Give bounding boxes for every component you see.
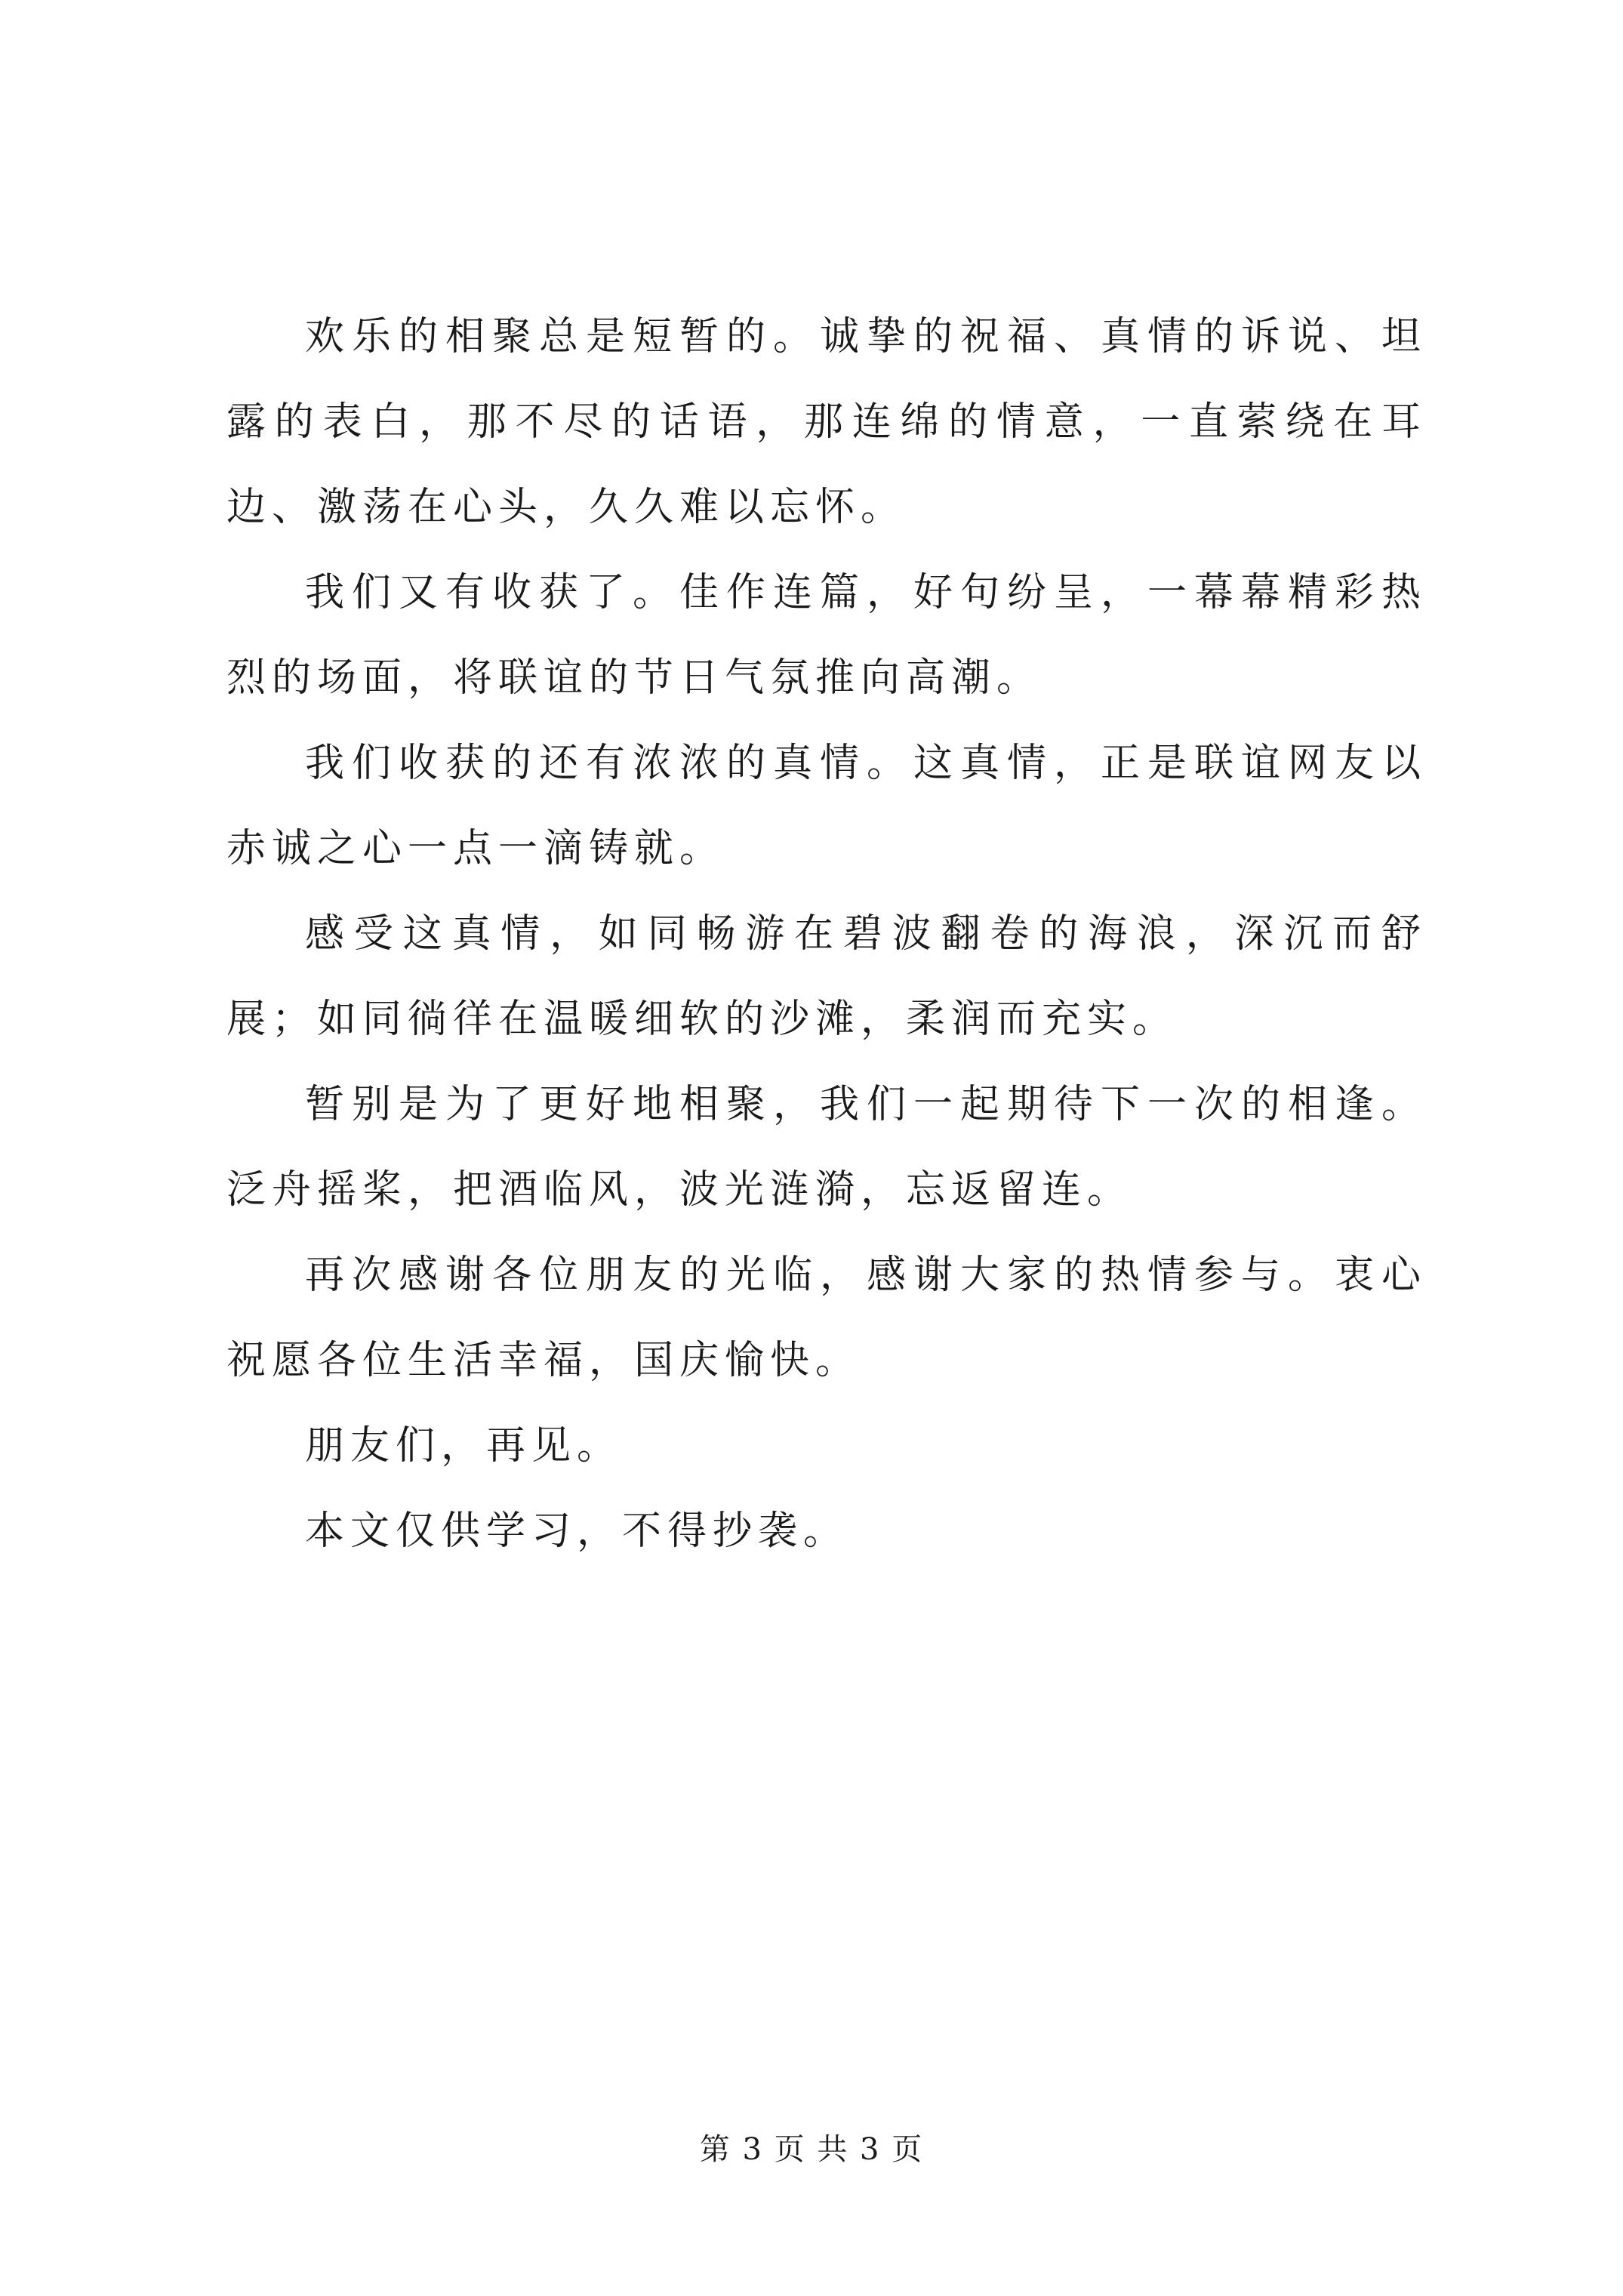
paragraph-8: 本文仅供学习，不得抄袭。 — [305, 1509, 849, 1554]
paragraph-7: 朋友们，再见。 — [305, 1423, 623, 1469]
paragraph-5: 暂别是为了更好地相聚，我们一起期待下一次的相逢。泛舟摇桨，把酒临风，波光涟漪，忘返留连。 — [226, 1082, 1427, 1213]
paragraph-2: 我们又有收获了。佳作连篇，好句纷呈，一幕幕精彩热烈的场面，将联谊的节日气氛推向高潮。 — [226, 570, 1427, 701]
paragraph-6: 再次感谢各位朋友的光临，感谢大家的热情参与。衷心祝愿各位生活幸福，国庆愉快。 — [226, 1253, 1427, 1383]
body-text — [226, 294, 1427, 1574]
paragraph-3: 我们收获的还有浓浓的真情。这真情，正是联谊网友以赤诚之心一点一滴铸就。 — [226, 741, 1427, 871]
paragraph-4: 感受这真情，如同畅游在碧波翻卷的海浪，深沉而舒展；如同徜徉在温暖细软的沙滩，柔润而充实。 — [226, 911, 1427, 1042]
page-number-footer: 第 3 页 共 3 页 — [699, 2132, 924, 2167]
paragraph-1: 欢乐的相聚总是短暂的。诚挚的祝福、真情的诉说、坦露的表白，那不尽的话语，那连绵的情意，一直萦绕在耳边、激荡在心头，久久难以忘怀。 — [226, 314, 1427, 530]
